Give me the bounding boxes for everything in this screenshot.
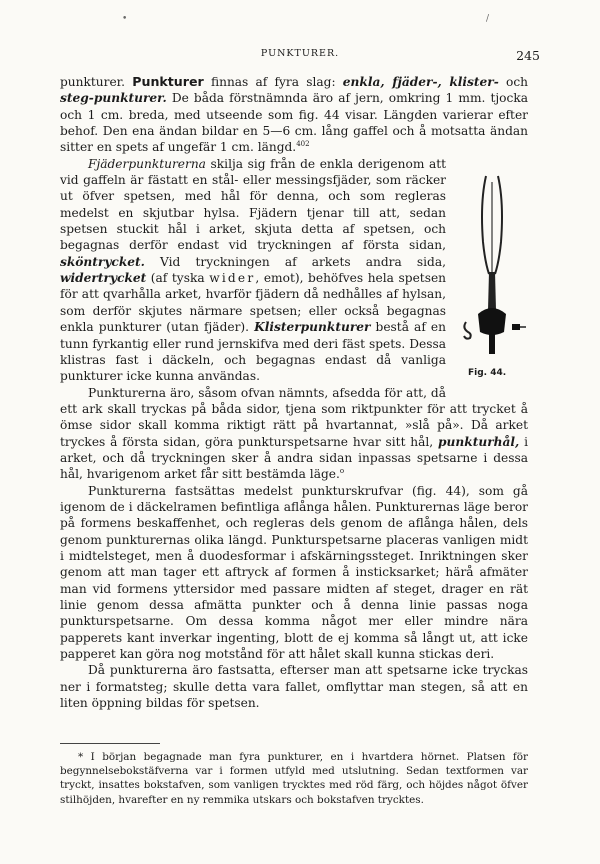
paragraph-5: Då punkturerna äro fastsatta, efterser man att spetsarne icke tryckas ner i formatsteg; skulle detta vara fallet, omflyttar man stegen, så att en liten öppning bildas för spetsen.: [60, 663, 528, 711]
figure-caption: Fig. 44.: [468, 368, 507, 379]
p2-text-3: (af tyska: [146, 271, 210, 286]
p2-term-widertrycket: widertrycket: [60, 271, 147, 286]
p2-text-5: bestå af en tunn fyrkantig eller rund jernskifva med deri fäst spets. Dessa klistras fast i däckeln, och begagnas endast då vanliga punkturer icke kunna användas.: [60, 320, 446, 384]
p2-text-2: Vid tryckningen af arkets andra sida,: [144, 254, 446, 269]
paragraph-4: Punkturerna fastsättas medelst punkturskrufvar (fig. 44), som gå igenom de i däckelramen befintliga aflånga hålen. Punkturernas läge beror på formens beskaffenhet, och regleras dels genom de aflånga hålen, dels genom punkturernas olika längd. Punkturspetsarne placeras vanligen midt i midtelsteget, men å duodesformar i afskärningssteget. Inriktningen sker genom att man tager ett aftryck af formen å insticksarket; härå afmäter man vid formens yttersidor med passare midten af steget, drager en rät linie genom dessa afmätta punkter och å denna linie passas noga punkturspetsarne. Om dessa komma något mer eller mindre nära papperets kant inverkar ingenting, blott de ej komma så långt ut, att icke papperet kan göra nog motstånd för att hålet skall kunna stickas deri.: [60, 483, 528, 662]
p1-term-steg: steg-punkturer.: [60, 91, 167, 106]
paragraph-3: [60, 385, 528, 483]
footnote-rule: [60, 743, 160, 744]
p1-term-punkturer: Punkturer: [132, 74, 204, 89]
figure-44: [456, 162, 528, 392]
p3-term-punkturhal: punkturhål,: [438, 434, 520, 449]
p1-text-2: finnas af fyra slag:: [203, 75, 343, 89]
punktur-illustration: [456, 162, 528, 392]
paragraph-1: [60, 74, 528, 156]
p2-text-4: , emot), behöfves hela spetsen för att qvarhålla arket, hvarför fjädern då nedhålles af hylsan, som derför skjutes närmare spetsen; eller också begagnas enkla punkturer (utan fjäder).: [60, 271, 447, 335]
p1-superscript: 402: [296, 140, 310, 149]
p1-text-4: De båda förstnämnda äro af jern, omkring 1 mm. tjocka och 1 cm. breda, med utseende som fig. 44 visar. Längden varierar efter behof. Den ena ändan bildar en 5—6 cm. lång gaffel och å motsatta ändan sitter en spets af ungefär 1 cm. längd.: [60, 91, 528, 155]
p3-text-1: Punkturerna äro, såsom ofvan nämnts, afsedda för att, då ett ark skall tryckas på båda sidor, tjena som riktpunkter för att trycket å ömse sidor skall komma riktigt rätt på hvartannat, »slå på». Då arket tryckes å första sidan, göra punkturspetsarne hvar sitt hål,: [60, 385, 528, 449]
p1-text-1: punkturer.: [60, 75, 133, 89]
p1-text-3: och: [498, 75, 528, 89]
p3-superscript: o: [339, 467, 345, 476]
p1-term-kinds: enkla, fjäder-, klister-: [342, 75, 499, 89]
p2-text-1: skilja sig från de enkla derigenom att vid gaffeln är fästatt en stål- eller messingsfjäder, som räcker ut öfver spetsen, med hål för denna, och som regleras medelst en skjutbar hylsa. Fjädern tjenar till att, sedan spetsen stuckit hål i arket, skjuta detta af spetsen, och begagnas derför endast vid tryckningen af första sidan,: [60, 156, 446, 253]
p3-text-2: i arket, och då tryckningen sker å andra sidan inpassas spetsarne i dessa hål, hvarigenom arket får sitt bestämda läge.: [60, 434, 528, 482]
page-mark-left: •: [122, 14, 128, 24]
p2-term-fjaderpunkturerna: Fjäderpunkturerna: [88, 156, 206, 171]
running-title: PUNKTURER.: [260, 48, 340, 59]
page-number: 245: [516, 48, 540, 63]
running-header: [60, 48, 540, 64]
p2-term-skontrycket: sköntrycket.: [60, 254, 145, 269]
page-mark-right: /: [486, 14, 490, 24]
footnote: * I början begagnade man fyra punkturer, en i hvartdera hörnet. Platsen för begynnelsebokstäfverna var i formen utfyld med utslutning. Sedan textformen var tryckt, insattes bokstafven, som vanligen trycktes med röd färg, och höjdes något öfver stilhöjden, hvarefter en ny remmika utskars och bokstafven trycktes.: [60, 751, 528, 806]
p2-term-wider: wider: [209, 271, 256, 286]
p2-term-klisterpunkturer: Klisterpunkturer: [254, 320, 371, 335]
body-text: [60, 74, 528, 711]
